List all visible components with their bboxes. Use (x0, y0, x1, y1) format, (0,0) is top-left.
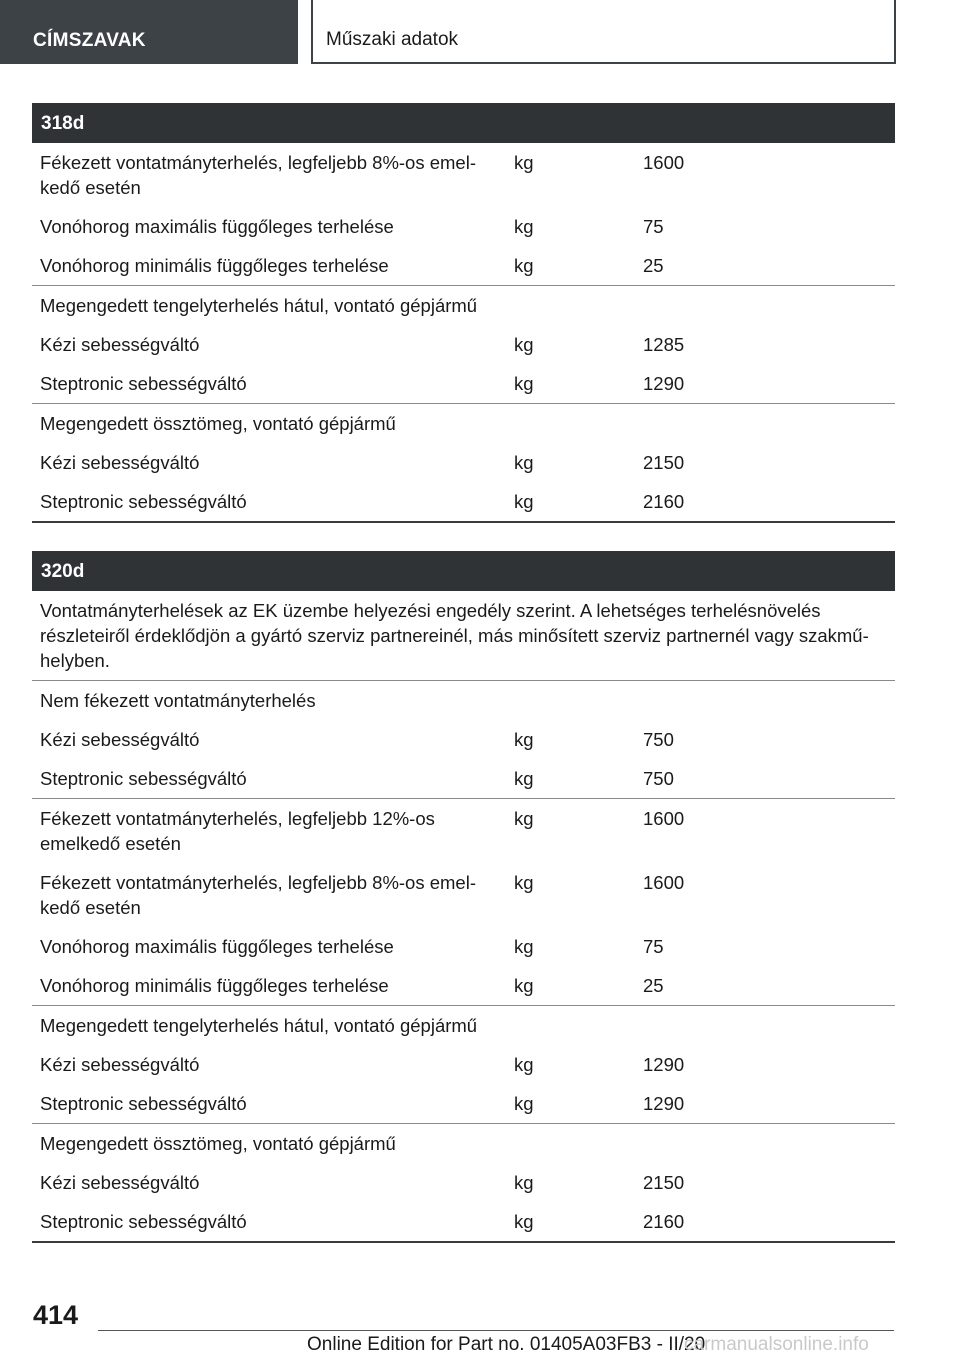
cell-unit (506, 1006, 635, 1046)
cell-unit: kg (514, 152, 534, 173)
cell-label: Nem fékezett vontatmányterhelés (40, 690, 316, 711)
table-row (32, 863, 895, 927)
cell-value (635, 681, 895, 721)
section-tab[interactable] (0, 0, 298, 64)
table-row (32, 927, 895, 966)
cell-unit: kg (514, 1054, 534, 1075)
table-row (32, 966, 895, 1006)
model-heading: 318d (32, 103, 895, 143)
cell-unit: kg (514, 872, 534, 893)
cell-unit: kg (506, 1084, 635, 1124)
note-row (32, 591, 895, 681)
table-row (32, 143, 895, 207)
edition-text: Online Edition for Part no. 01405A03FB3 - II/20 (307, 1334, 706, 1355)
cell-label: Steptronic sebességváltó (32, 364, 506, 404)
cell-value (635, 286, 895, 326)
cell-unit (506, 681, 635, 721)
cell-value (635, 1006, 895, 1046)
spec-table-318d (32, 103, 895, 523)
cell-label: Kézi sebességváltó (40, 452, 200, 473)
cell-unit (506, 1124, 635, 1164)
table-row (32, 325, 895, 364)
cell-value: 1290 (635, 1084, 895, 1124)
table-row (32, 443, 895, 482)
cell-unit: kg (514, 1172, 534, 1193)
cell-value (635, 1124, 895, 1164)
cell-unit: kg (506, 759, 635, 799)
page-number: 414 (33, 1300, 79, 1330)
table-row (32, 1084, 895, 1124)
cell-label: Kézi sebességváltó (40, 1172, 200, 1193)
cell-unit: kg (514, 808, 534, 829)
table-row (32, 1163, 895, 1202)
cell-value: 1600 (643, 872, 685, 893)
cell-label: Megengedett össztömeg, vontató gépjármű (40, 413, 396, 434)
table-row (32, 246, 895, 286)
cell-label: Vonóhorog maximális függőleges terhelése (40, 216, 394, 237)
cell-label: Steptronic sebességváltó (32, 759, 506, 799)
cell-label: Vonóhorog minimális függőleges terhelése (32, 246, 506, 286)
cell-unit: kg (514, 729, 534, 750)
cell-value: 1290 (635, 364, 895, 404)
spec-table-320d (32, 551, 895, 1243)
cell-value: 750 (643, 729, 674, 750)
cell-unit: kg (506, 966, 635, 1006)
footer-divider (98, 1330, 894, 1331)
section-tab-label: CÍMSZAVAK (33, 30, 146, 51)
cell-unit: kg (514, 452, 534, 473)
cell-unit: kg (506, 1202, 635, 1242)
cell-label: Kézi sebességváltó (40, 334, 200, 355)
cell-value: 25 (635, 966, 895, 1006)
table-row (32, 404, 895, 444)
cell-label: Fékezett vontatmányterhelés, legfeljebb 8%-os emel- kedő esetén (40, 152, 476, 198)
table-row (32, 681, 895, 721)
cell-value: 75 (643, 216, 664, 237)
cell-unit: kg (514, 936, 534, 957)
table-row (32, 1124, 895, 1164)
note-text: Vontatmányterhelések az EK üzembe helyezési engedély szerint. A lehetséges terhelésnövelés részleteiről érdeklődjön a gyártó szerviz partnereinél, más minősített szerviz partnernél vagy szakmű-helyben. (32, 591, 895, 681)
cell-unit: kg (506, 482, 635, 522)
table-row (32, 286, 895, 326)
cell-unit: kg (506, 246, 635, 286)
cell-value: 1600 (643, 152, 685, 173)
cell-value: 2150 (643, 1172, 685, 1193)
cell-value: 2150 (643, 452, 685, 473)
cell-label: Vonóhorog maximális függőleges terhelése (40, 936, 394, 957)
model-heading: 320d (32, 551, 895, 591)
table-row (32, 207, 895, 246)
cell-value (635, 404, 895, 444)
cell-label: Fékezett vontatmányterhelés, legfeljebb 8%-os emel- kedő esetén (40, 872, 476, 918)
cell-unit: kg (506, 364, 635, 404)
cell-label: Kézi sebességváltó (40, 1054, 200, 1075)
cell-value: 1290 (643, 1054, 685, 1075)
table-row (32, 1045, 895, 1084)
cell-value: 1600 (643, 808, 685, 829)
cell-unit (506, 404, 635, 444)
cell-value: 2160 (635, 1202, 895, 1242)
cell-label: Steptronic sebességváltó (32, 1202, 506, 1242)
cell-value: 75 (643, 936, 664, 957)
cell-label: Megengedett tengelyterhelés hátul, vontató gépjármű (40, 1015, 478, 1036)
cell-label: Kézi sebességváltó (40, 729, 200, 750)
table-row (32, 364, 895, 404)
cell-unit: kg (514, 216, 534, 237)
table-row (32, 482, 895, 522)
cell-unit: kg (514, 334, 534, 355)
cell-unit (506, 286, 635, 326)
cell-label: Vonóhorog minimális függőleges terhelése (32, 966, 506, 1006)
spec-rows (32, 591, 895, 1242)
cell-label: Megengedett össztömeg, vontató gépjármű (40, 1133, 396, 1154)
cell-value: 750 (635, 759, 895, 799)
cell-value: 2160 (635, 482, 895, 522)
cell-value: 1285 (643, 334, 685, 355)
table-row (32, 720, 895, 759)
table-row (32, 799, 895, 864)
cell-label: Megengedett tengelyterhelés hátul, vontató gépjármű (40, 295, 478, 316)
table-row (32, 1006, 895, 1046)
spec-rows (32, 143, 895, 522)
table-row (32, 759, 895, 799)
cell-label: Steptronic sebességváltó (32, 1084, 506, 1124)
page-header (311, 0, 896, 64)
cell-value: 25 (635, 246, 895, 286)
watermark: carmanualsonline.info (684, 1334, 869, 1355)
cell-label: Fékezett vontatmányterhelés, legfeljebb 12%-os emelkedő esetén (40, 808, 435, 854)
page-title: Műszaki adatok (326, 29, 459, 50)
table-row (32, 1202, 895, 1242)
cell-label: Steptronic sebességváltó (32, 482, 506, 522)
